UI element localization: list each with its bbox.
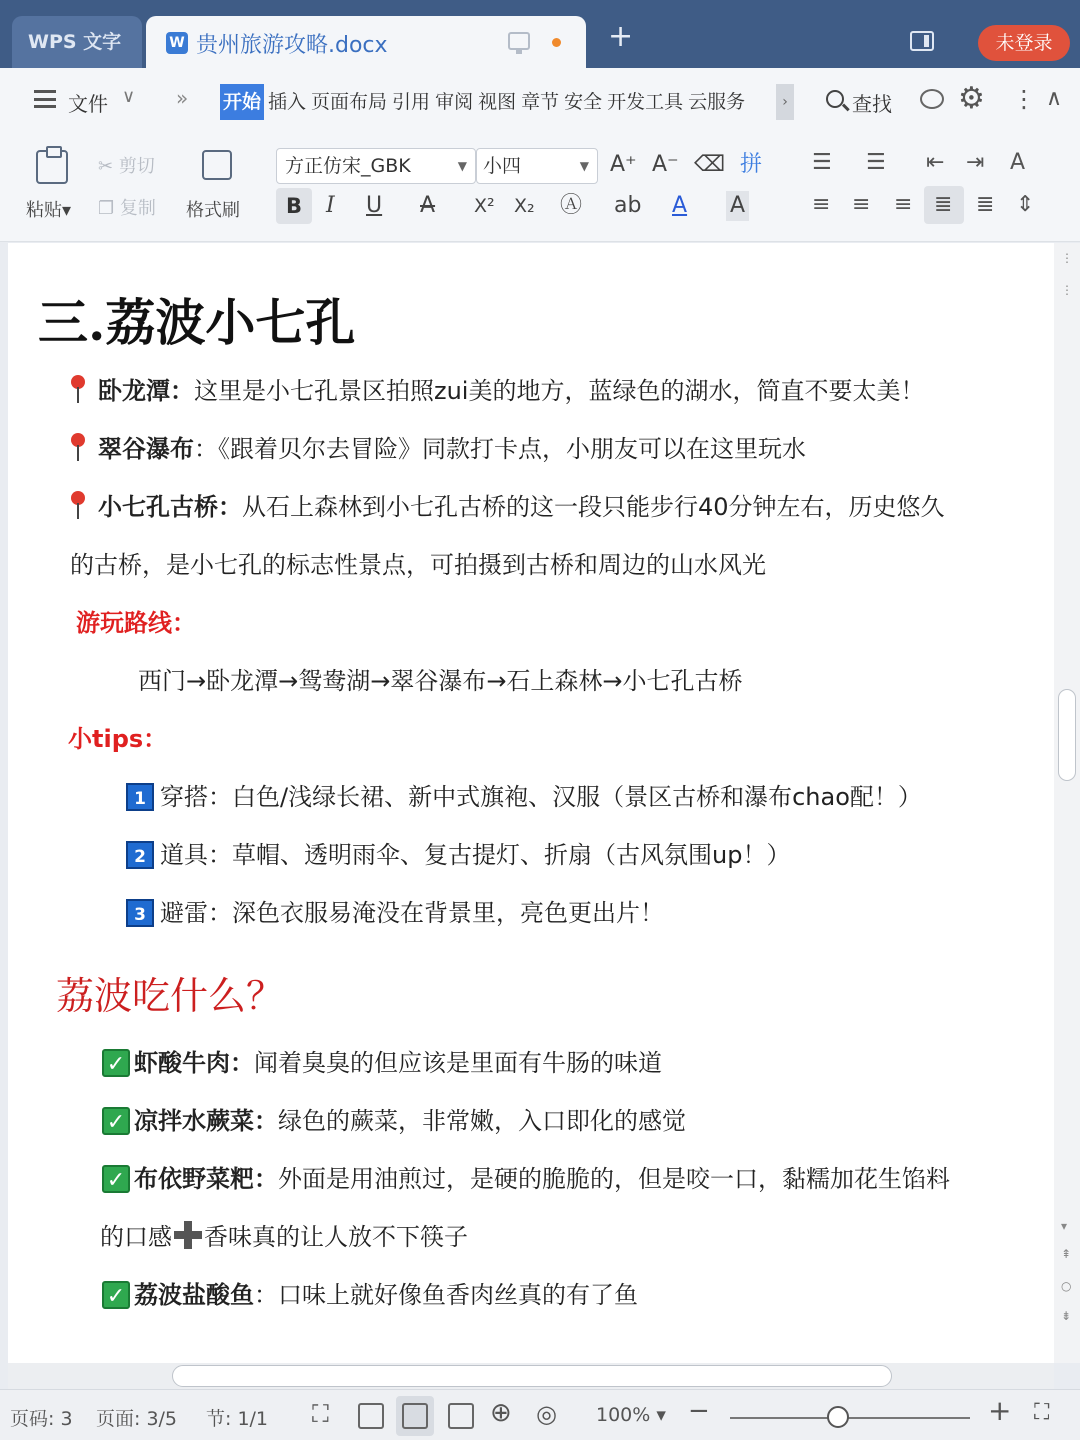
text-direction-icon[interactable]: A [1010,150,1026,175]
bullet-list-icon[interactable]: ☰ [812,150,832,175]
subscript-button[interactable]: X₂ [514,195,535,217]
route-text: 西门→卧龙潭→鸳鸯湖→翠谷瀑布→石上森林→小七孔古桥 [138,667,743,695]
font-color-icon[interactable]: A [672,193,688,218]
zoom-out-button[interactable]: − [688,1396,710,1426]
text-effect-icon[interactable]: Ⓐ [560,193,583,218]
zoom-level[interactable]: 100% ▾ [596,1404,666,1426]
format-painter-icon[interactable] [202,150,232,180]
search-icon[interactable] [826,90,844,108]
check-mark-icon: ✓ [102,1165,130,1193]
justify-icon[interactable]: ≣ [934,192,953,217]
web-view-icon[interactable]: ⊕ [490,1398,512,1428]
menu-bar [0,68,1080,134]
tip-item: 1 穿搭：白色/浅绿长裙、新中式旗袍、汉服（景区古桥和瀑布chao配！） [126,781,922,813]
scroll-down-arrow-icon[interactable]: ▾ [1061,1219,1068,1233]
fit-window-icon[interactable]: ⛶ [1034,1400,1050,1425]
prev-page-icon[interactable]: ⇞ [1061,1247,1072,1261]
align-center-icon[interactable]: ≡ [852,192,871,217]
ribbon-tab[interactable]: 安全 [564,91,603,113]
expand-tabs-icon[interactable]: » [176,86,189,110]
superscript-button[interactable]: X² [474,195,495,217]
window-layout-icon[interactable] [910,31,934,51]
shrink-font-button[interactable]: A⁻ [652,152,679,177]
check-mark-icon: ✓ [102,1049,130,1077]
distributed-align-icon[interactable]: ≣ [976,192,995,217]
numbered-list-icon[interactable]: ☰ [866,150,886,175]
zoom-slider[interactable] [730,1417,970,1419]
food-item: ✓ 凉拌水蕨菜：绿色的蕨菜，非常嫩，入口即化的感觉 [102,1105,686,1137]
ribbon-scroll-right[interactable]: › [776,84,794,120]
copy-button[interactable]: ❐ 复制 [98,198,156,219]
food-item: ✓ 虾酸牛肉：闻着臭臭的但应该是里面有牛肠的味道 [102,1047,662,1079]
list-item: 翠谷瀑布：《跟着贝尔去冒险》同款打卡点，小朋友可以在这里玩水 [70,433,806,465]
food-item: ✓ 荔波盐酸鱼：口味上就好像鱼香肉丝真的有了鱼 [102,1279,638,1311]
paste-icon[interactable] [36,150,68,184]
highlight-icon[interactable]: ab [614,193,642,218]
document-page[interactable] [8,243,1054,1363]
pushpin-icon [70,375,84,405]
ribbon-tab[interactable]: 开发工具 [607,91,684,113]
tips-label: 小tips： [68,725,168,753]
paragraph-continuation: 的口感 香味真的让人放不下筷子 [100,1223,468,1251]
eye-protection-icon[interactable]: ◎ [536,1400,557,1428]
check-mark-icon: ✓ [102,1281,130,1309]
cut-button[interactable]: ✂ 剪切 [98,156,155,177]
list-item: 小七孔古桥：从石上森林到小七孔古桥的这一段只能步行40分钟左右，历史悠久 [70,491,945,523]
page-view-icon[interactable] [402,1403,428,1429]
number-1-icon: 1 [126,783,154,811]
clear-format-icon[interactable]: ⌫ [694,152,726,177]
scroll-marker-icon: ⋮ [1061,251,1073,265]
app-tab[interactable]: WPS 文字 [12,16,142,68]
char-shading-icon[interactable]: A [726,191,749,221]
page-number[interactable]: 页码: 3 [10,1408,73,1430]
zoom-in-button[interactable]: + [988,1394,1012,1427]
number-2-icon: 2 [126,841,154,869]
format-painter-button[interactable]: 格式刷 [186,200,240,221]
tip-item: 2 道具：草帽、透明雨伞、复古提灯、折扇（古风氛围up！） [126,839,790,871]
pushpin-icon [70,433,84,463]
strikethrough-button[interactable]: A [420,193,436,218]
decrease-indent-icon[interactable]: ⇤ [926,150,945,175]
caret-down-icon: ▼ [457,159,467,173]
food-item: ✓ 布依野菜粑：外面是用油煎过，是硬的脆脆的，但是咬一口，黏糯加花生馅料 [102,1163,950,1195]
section-count[interactable]: 节: 1/1 [206,1408,269,1430]
login-button[interactable]: 未登录 [978,25,1070,61]
ribbon-tab[interactable]: 章节 [521,91,560,113]
plus-icon [174,1221,202,1249]
italic-button[interactable]: I [326,193,335,218]
browse-object-icon[interactable]: ○ [1061,1279,1072,1293]
phonetic-guide-icon[interactable]: 拼 [740,152,763,177]
bold-button[interactable]: B [276,188,312,224]
new-tab-button[interactable]: + [608,19,634,54]
comment-icon[interactable] [920,89,944,109]
font-name-select[interactable]: 方正仿宋_GBK ▼ [276,148,476,184]
fullscreen-icon[interactable]: ⛶ [312,1400,329,1428]
unsaved-indicator [552,38,561,47]
document-tab[interactable] [146,16,586,68]
line-spacing-icon[interactable]: ⇕ [1016,192,1035,217]
ribbon-tab[interactable]: 视图 [478,91,517,113]
status-bar [0,1389,1080,1440]
document-tab-title: 贵州旅游攻略.docx [196,33,388,58]
ribbon-tab[interactable]: 开始 [220,84,264,120]
check-mark-icon: ✓ [102,1107,130,1135]
gear-icon[interactable]: ⚙ [958,81,985,116]
food-heading: 荔波吃什么？ [56,974,285,1018]
file-menu[interactable]: 文件 [68,92,108,116]
section-heading: 三.荔波小七孔 [38,293,356,352]
list-item: 卧龙潭：这里是小七孔景区拍照zui美的地方，蓝绿色的湖水，简直不要太美！ [70,375,924,407]
monitor-icon[interactable] [508,32,530,50]
ribbon-tab[interactable]: 云服务 [688,91,746,113]
horizontal-scrollbar[interactable] [8,1363,1054,1389]
hamburger-menu-icon[interactable] [34,90,56,108]
paragraph-continuation: 的古桥，是小七孔的标志性景点，可拍摄到古桥和周边的山水风光 [70,551,766,579]
ribbon-tabs [220,84,776,120]
vertical-scrollbar[interactable] [1054,243,1080,1363]
search-button[interactable]: 查找 [852,92,892,116]
pushpin-icon [70,491,84,521]
read-mode-icon[interactable] [358,1403,384,1429]
chevron-down-icon[interactable]: ∨ [122,86,136,107]
title-bar [0,0,1080,68]
more-options-icon[interactable]: ⋮ [1012,85,1036,113]
caret-down-icon: ▼ [579,159,589,173]
paste-button[interactable]: 粘贴▾ [26,200,72,221]
next-page-icon[interactable]: ⇟ [1061,1309,1072,1323]
page-count[interactable]: 页面: 3/5 [96,1408,178,1430]
grow-font-button[interactable]: A⁺ [610,152,637,177]
outline-view-icon[interactable] [448,1403,474,1429]
ribbon-tab[interactable]: 插入 [268,91,307,113]
vertical-scroll-thumb[interactable] [1058,689,1076,781]
align-right-icon[interactable]: ≡ [894,192,913,217]
align-left-icon[interactable]: ≡ [812,192,831,217]
underline-button[interactable]: U [366,193,383,218]
tip-item: 3 避雷：深色衣服易淹没在背景里，亮色更出片！ [126,897,664,929]
font-size-select[interactable]: 小四 ▼ [476,148,598,184]
document-icon: W [166,32,188,54]
collapse-ribbon-icon[interactable]: ∧ [1046,86,1063,111]
zoom-slider-knob[interactable] [827,1406,849,1428]
increase-indent-icon[interactable]: ⇥ [966,150,985,175]
number-3-icon: 3 [126,899,154,927]
scroll-marker-icon: ⋮ [1061,283,1073,297]
ribbon-tab[interactable]: 页面布局 [311,91,388,113]
ribbon-tab[interactable]: 引用 [392,91,431,113]
ribbon-toolbar [0,134,1080,242]
horizontal-scroll-thumb[interactable] [172,1365,892,1387]
ribbon-tab[interactable]: 审阅 [435,91,474,113]
route-label: 游玩路线： [76,609,196,637]
